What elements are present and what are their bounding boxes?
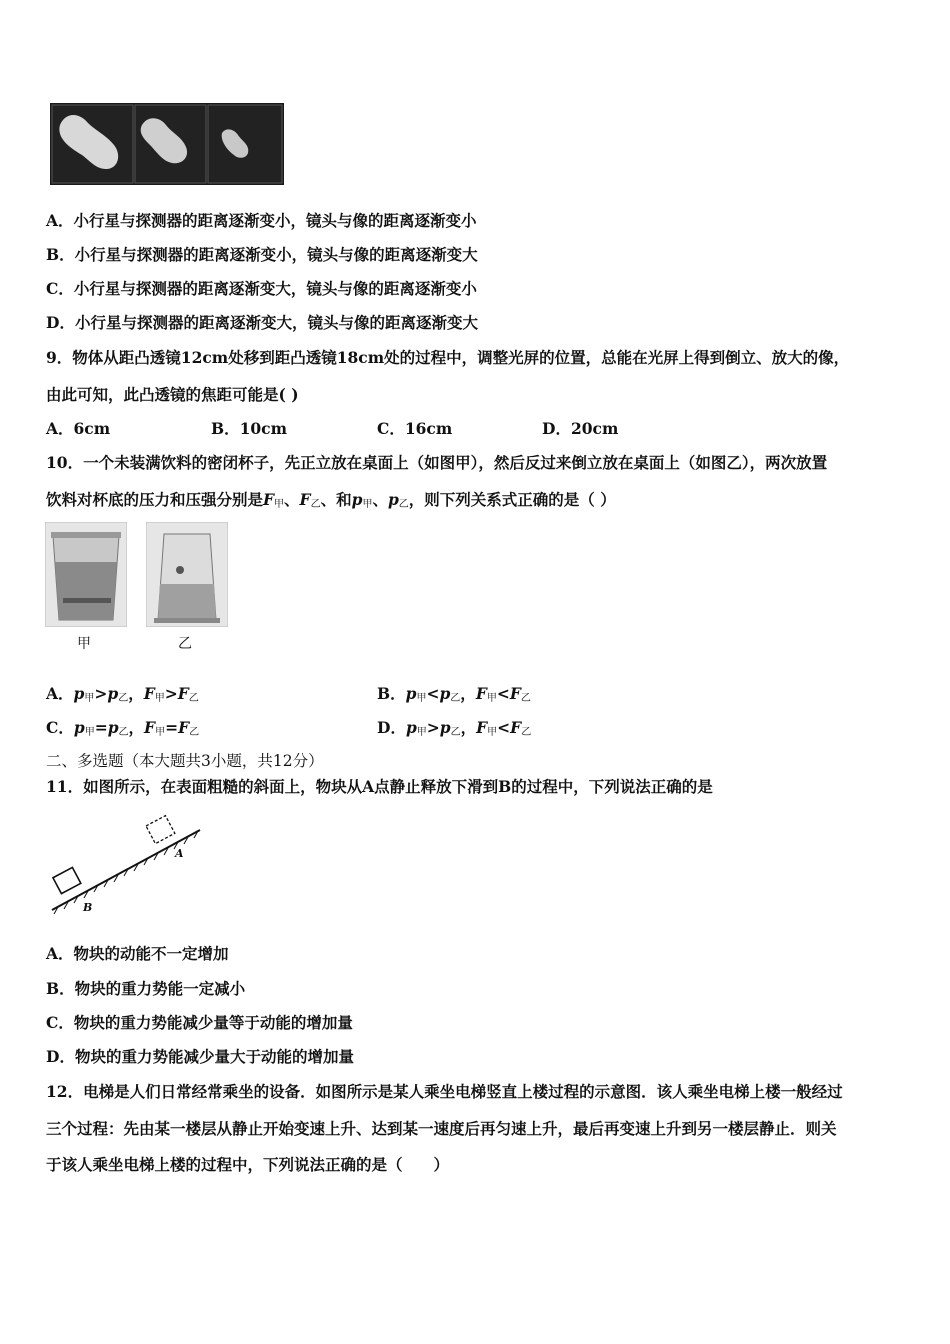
q10-option-b: B．$p_甲<p_乙$，$F_甲<F_乙$ [377, 684, 531, 704]
q11-option-d: D．物块的重力势能减少量大于动能的增加量 [46, 1047, 354, 1066]
q11-option-a: A．物块的动能不一定增加 [46, 944, 229, 963]
cup-upright-figure [45, 522, 127, 627]
q8-option-d: D．小行星与探测器的距离逐渐变大，镜头与像的距离逐渐变大 [46, 313, 478, 332]
q9-stem-line1: 9．物体从距凸透镜12cm处移到距凸透镜18cm处的过程中，调整光屏的位置，总能在光屏上得到倒立、放大的像， [46, 348, 850, 367]
q8-option-b: B．小行星与探测器的距离逐渐变小，镜头与像的距离逐渐变大 [46, 245, 478, 264]
cup-inverted-figure [146, 522, 228, 627]
q10-stem-line1: 10．一个未装满饮料的密闭杯子，先正立放在桌面上（如图甲），然后反过来倒立放在桌面上（如图乙），两次放置 [46, 453, 828, 472]
asteroid-photo-strip [50, 103, 284, 185]
q11-option-c: C．物块的重力势能减少量等于动能的增加量 [46, 1013, 353, 1032]
q10-option-a: A．$p_甲>p_乙$，$F_甲>F_乙$ [46, 684, 199, 704]
q10-option-d: D．$p_甲>p_乙$，$F_甲<F_乙$ [377, 718, 532, 738]
caption-jia: 甲 [77, 636, 91, 652]
block-at-b [53, 867, 81, 893]
q8-option-a: A．小行星与探测器的距离逐渐变小，镜头与像的距离逐渐变小 [46, 211, 477, 230]
q9-option-a: A．6cm [46, 419, 111, 438]
q9-option-b: B．10cm [211, 419, 288, 438]
block-at-a-dashed [146, 816, 175, 844]
q10-option-c: C．$p_甲=p_乙$，$F_甲=F_乙$ [46, 718, 200, 738]
q10-stem-line2: 饮料对杯底的压力和压强分别是$F_甲$、$F_乙$、和$p_甲$、$p_乙$，则下列关系式正确的是（ ） [46, 490, 616, 510]
q12-stem-line3: 于该人乘坐电梯上楼的过程中，下列说法正确的是（ ） [46, 1155, 450, 1174]
q12-stem-line1: 12．电梯是人们日常经常乘坐的设备．如图所示是某人乘坐电梯竖直上楼过程的示意图．该人乘坐电梯上楼一般经过 [46, 1082, 843, 1101]
label-b: B [83, 901, 93, 914]
q11-stem: 11．如图所示，在表面粗糙的斜面上，物块从A点静止释放下滑到B的过程中，下列说法正确的是 [46, 777, 713, 796]
q9-option-c: C．16cm [377, 419, 453, 438]
q11-option-b: B．物块的重力势能一定减小 [46, 979, 246, 998]
q9-stem-line2: 由此可知，此凸透镜的焦距可能是( ) [46, 385, 299, 404]
section-title-multiple-choice: 二、多选题（本大题共3小题，共12分） [46, 752, 324, 770]
q8-option-c: C．小行星与探测器的距离逐渐变大，镜头与像的距离逐渐变小 [46, 279, 477, 298]
incline-figure [48, 808, 208, 918]
caption-yi: 乙 [178, 636, 192, 652]
label-a: A [175, 847, 184, 860]
q9-option-d: D．20cm [542, 419, 619, 438]
q12-stem-line2: 三个过程：先由某一楼层从静止开始变速上升、达到某一速度后再匀速上升，最后再变速上升到另一楼层静止．则关 [46, 1119, 837, 1138]
